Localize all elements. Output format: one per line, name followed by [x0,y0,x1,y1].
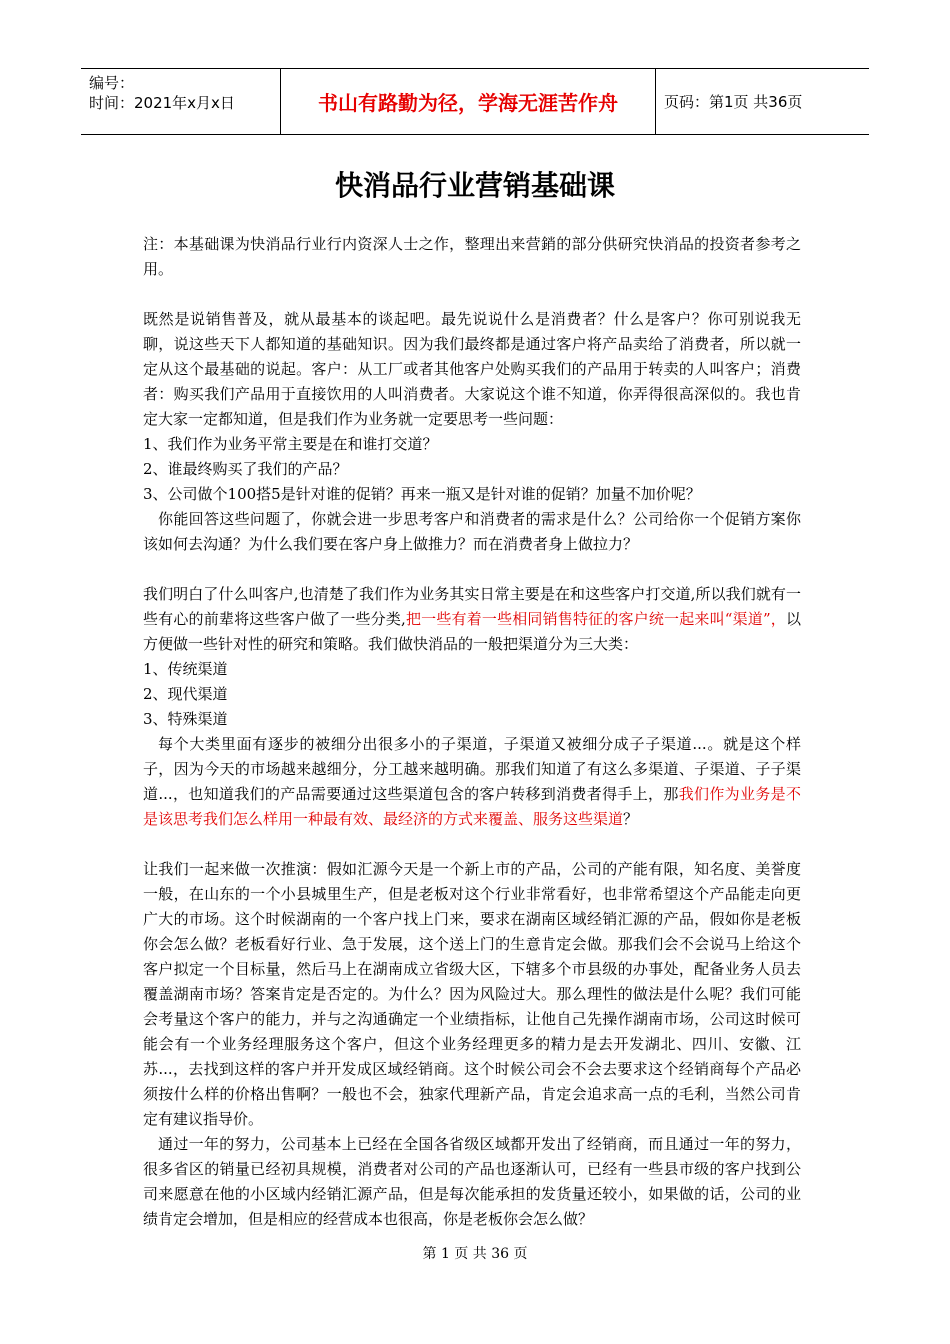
paragraph-5: 让我们一起来做一次推演：假如汇源今天是一个新上市的产品，公司的产能有限，知名度、美誉度一般，在山东的一个小县城里生产，但是老板对这个行业非常看好，也非常希望这个产品能走向更广大的市场。这个时候湖南的一个客户找上门来，要求在湖南区域经销汇源的产品，假如你是老板你会怎么做？老板看好行业、急于发展，这个送上门的生意肯定会做。那我们会不会说马上给这个客户拟定一个目标量，然后马上在湖南成立省级大区，下辖多个市县级的办事处，配备业务人员去覆盖湖南市场？答案肯定是否定的。为什么？因为风险过大。那么理性的做法是什么呢？我们可能会考量这个客户的能力，并与之沟通确定一个业绩指标，让他自己先操作湖南市场，公司这时候可能会有一个业务经理服务这个客户，但这个业务经理更多的精力是去开发湖北、四川、安徽、江苏...，去找到这样的客户并开发成区域经销商。这个时候公司会不会去要求这个经销商每个产品必须按什么样的价格出售啊？一般也不会，独家代理新产品，肯定会追求高一点的毛利，当然公司肯定有建议指导价。 [143,860,801,1128]
paragraph-4-text-b: ？ [623,810,639,828]
channel-1: 1、传统渠道 [143,660,228,678]
paragraph-4-text-a: 每个大类里面有逐步的被细分出很多小的子渠道，子渠道又被细分成子子渠道...。就是这个样子，因为今天的市场越来越细分，分工越来越明确。那我们知道了有这么多渠道、子渠道、子子渠道...，也知道我们的产品需要通过这些渠道包含的客户转移到消费者得手上，那 [143,735,801,803]
channel-2: 2、现代渠道 [143,685,228,703]
document-body [143,232,801,1232]
document-title: 快消品行业营销基础课 [334,169,615,202]
paragraph-3 [143,582,801,657]
question-3: 3、公司做个100搭5是针对谁的促销？再来一瓶又是针对谁的促销？加量不加价呢？ [143,485,701,503]
question-2: 2、谁最终购买了我们的产品？ [143,460,348,478]
document-header [81,68,869,135]
page-footer: 第 1 页 共 36 页 [422,1246,528,1262]
paragraph-4-highlight: 我们作为业务是不是该思考我们怎么样用一种最有效、最经济的方式来覆盖、服务这些渠道 [143,785,801,828]
channel-3: 3、特殊渠道 [143,710,228,728]
paragraph-4 [143,732,801,832]
time-label: 时间：2021年x月x日 [89,94,235,112]
note-paragraph: 注：本基础课为快消品行业行内资深人士之作，整理出来营銷的部分供研究快消品的投资者参考之用。 [143,235,801,278]
question-1: 1、我们作为业务平常主要是在和谁打交道？ [143,435,438,453]
header-meta [81,69,281,134]
paragraph-3-text-b: 以方便做一些针对性的研究和策略。我们做快消品的一般把渠道分为三大类： [143,610,801,653]
paragraph-6: 通过一年的努力，公司基本上已经在全国各省级区域都开发出了经销商，而且通过一年的努力，很多省区的销量已经初具规模，消费者对公司的产品也逐渐认可，已经有一些县市级的客户找到公司来愿意在他的小区域内经销汇源产品，但是每次能承担的发货量还较小，如果做的话，公司的业绩肯定会增加，但是相应的经营成本也很高，你是老板你会怎么做？ [143,1135,801,1228]
paragraph-1: 既然是说销售普及，就从最基本的谈起吧。最先说说什么是消费者？什么是客户？你可别说我无聊，说这些天下人都知道的基础知识。因为我们最终都是通过客户将产品卖给了消费者，所以就一定从这个最基础的说起。客户：从工厂或者其他客户处购买我们的产品用于转卖的人叫客户；消费者：购买我们产品用于直接饮用的人叫消费者。大家说这个谁不知道，你弄得很高深似的。我也肯定大家一定都知道，但是我们作为业务就一定要思考一些问题： [143,310,801,428]
paragraph-3-highlight: 把一些有着一些相同销售特征的客户统一起来叫“渠道”， [405,610,786,628]
header-motto: 书山有路勤为径，学海无涯苦作舟 [281,69,656,134]
number-label: 编号： [89,74,135,92]
paragraph-2: 你能回答这些问题了，你就会进一步思考客户和消费者的需求是什么？公司给你一个促销方案你该如何去沟通？为什么我们要在客户身上做推力？而在消费者身上做拉力？ [143,510,801,553]
paragraph-3-text-a: 我们明白了什么叫客户,也清楚了我们作为业务其实日常主要是在和这些客户打交道,所以我们就有一些有心的前辈将这些客户做了一些分类, [143,585,801,628]
header-page-info: 页码：第1页 共36页 [664,93,803,111]
